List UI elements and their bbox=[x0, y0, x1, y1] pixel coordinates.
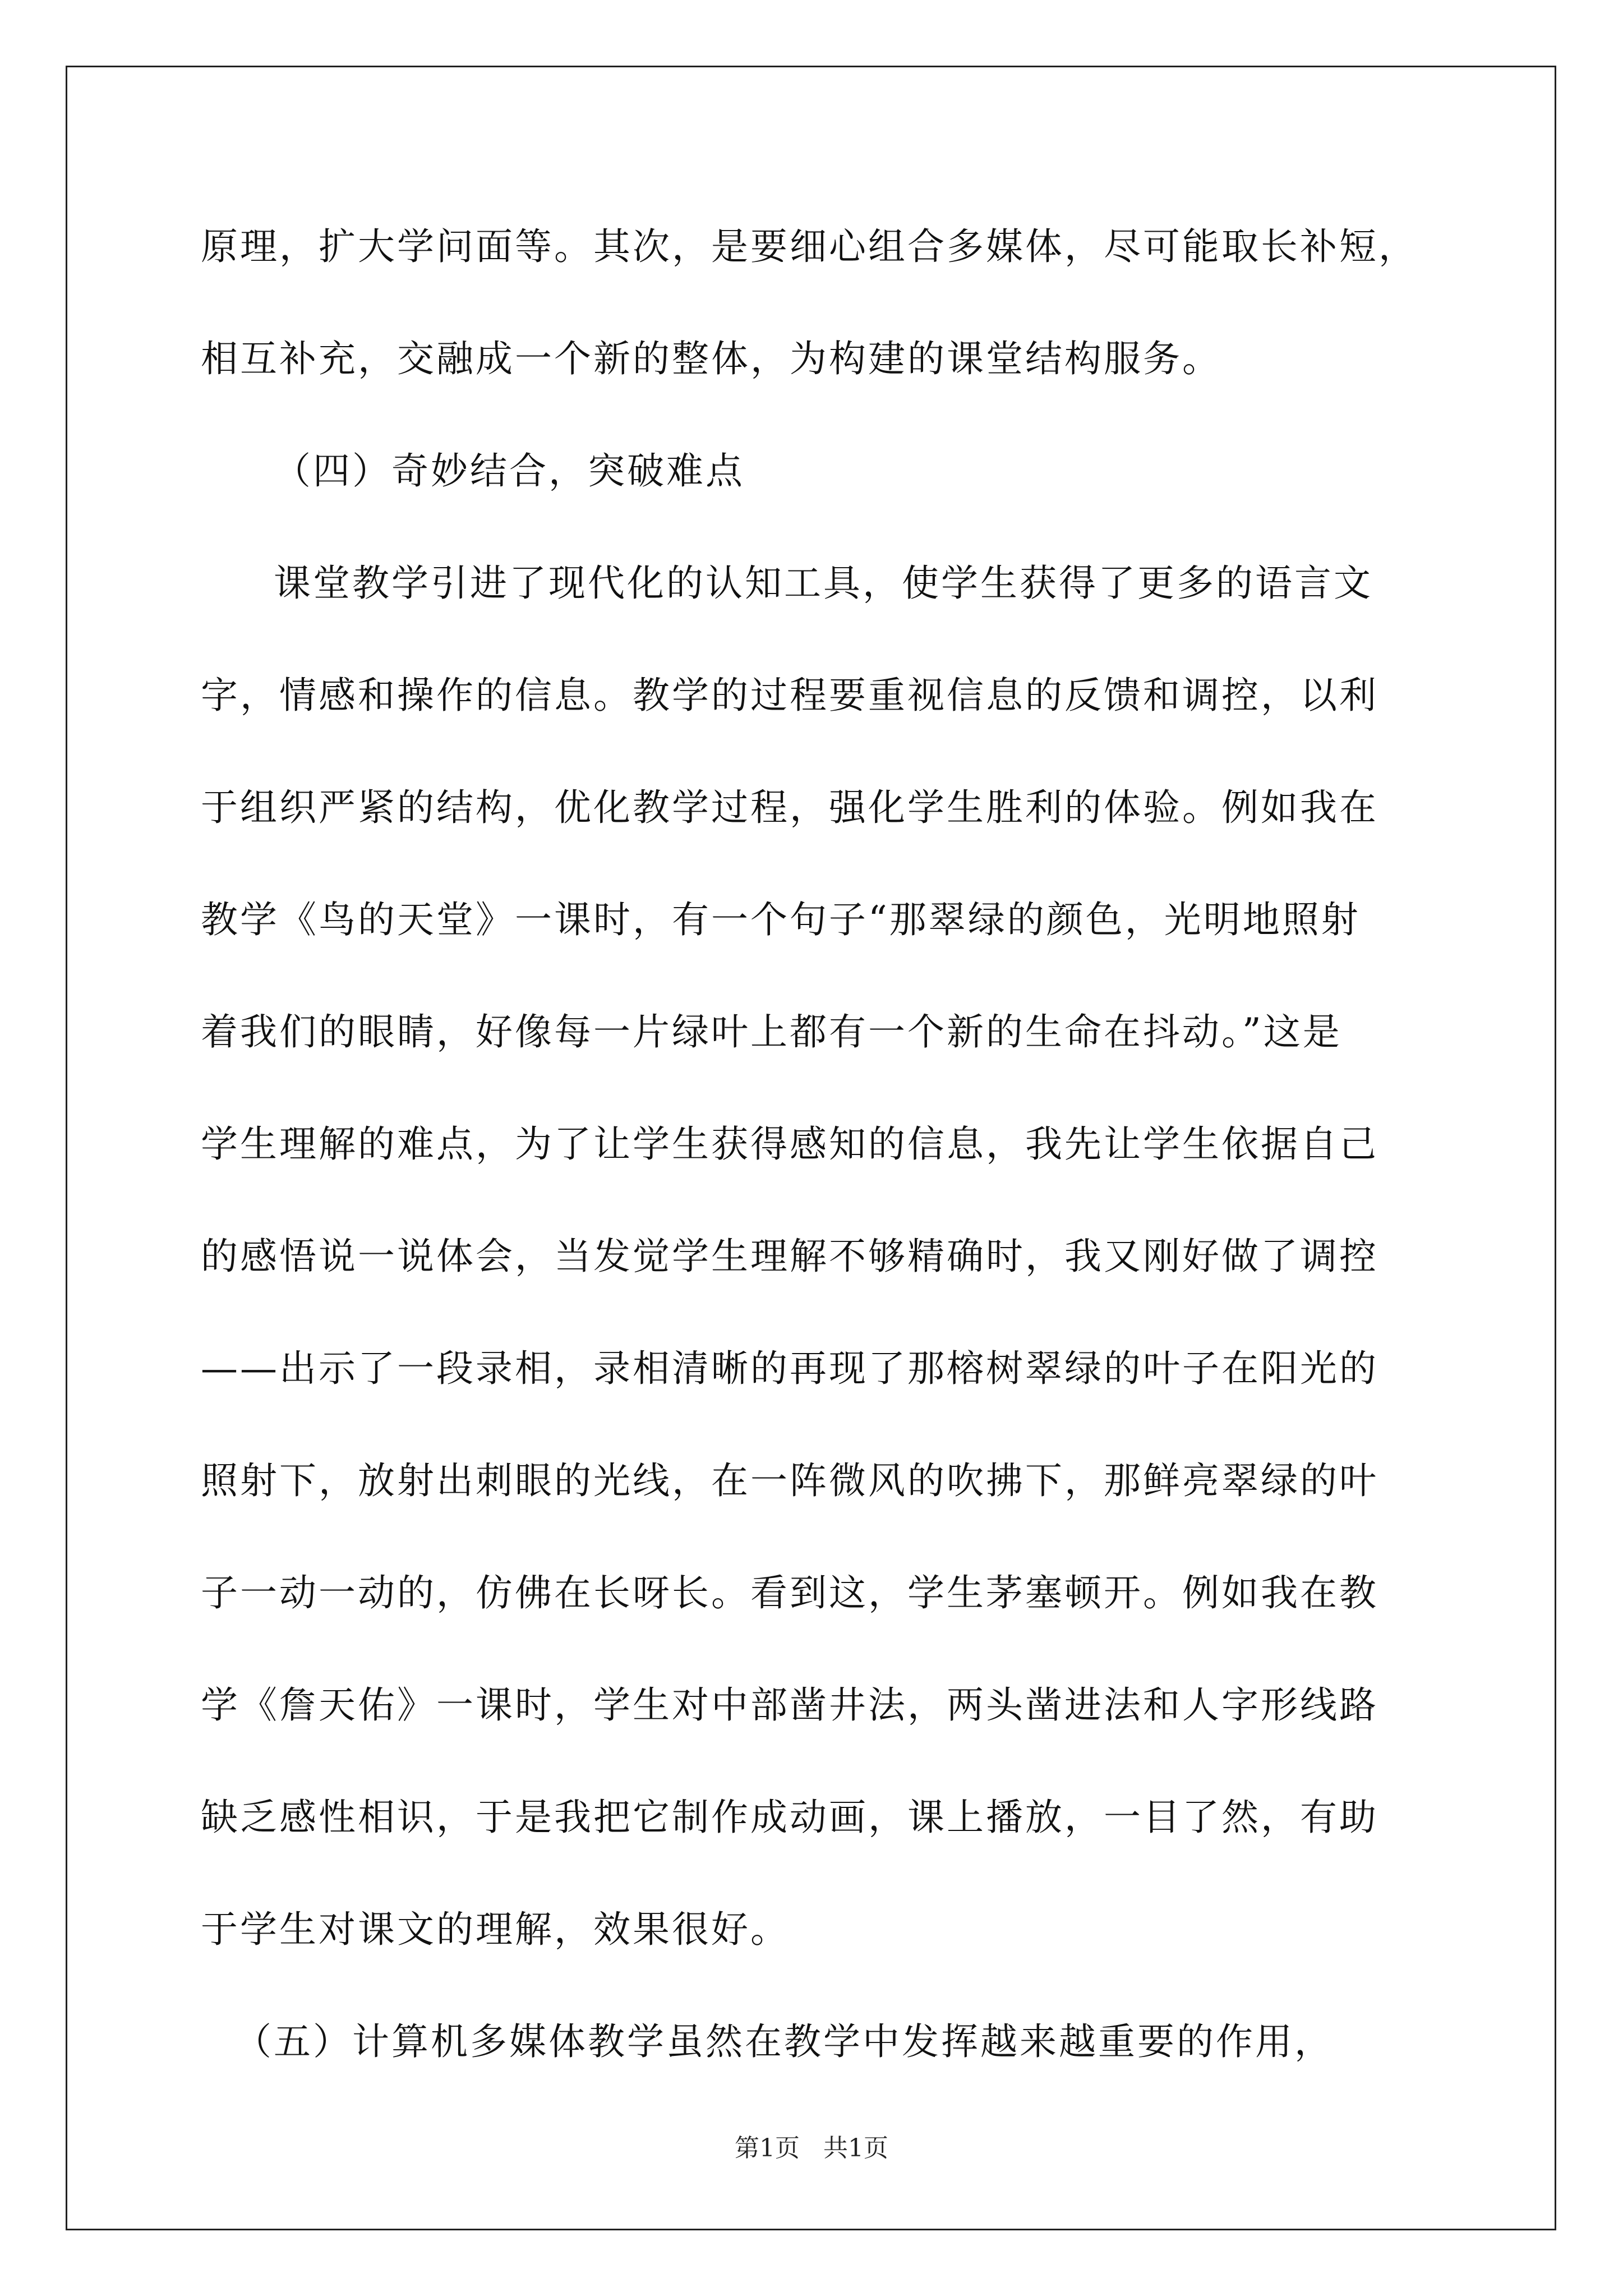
text-line: ——出示了一段录相，录相清晰的再现了那榕树翠绿的叶子在阳光的 bbox=[201, 1347, 1378, 1390]
text-line: 缺乏感性相识，于是我把它制作成动画，课上播放，一目了然，有助 bbox=[201, 1796, 1378, 1839]
text-line: 于学生对课文的理解，效果很好。 bbox=[201, 1908, 790, 1951]
text-line: 学《詹天佑》一课时，学生对中部凿井法，两头凿进法和人字形线路 bbox=[201, 1683, 1378, 1727]
text-line: 课堂教学引进了现代化的认知工具，使学生获得了更多的语言文 bbox=[274, 562, 1373, 605]
text-line: 于组织严紧的结构，优化教学过程，强化学生胜利的体验。例如我在 bbox=[201, 786, 1378, 829]
text-line: 原理，扩大学问面等。其次，是要细心组合多媒体，尽可能取长补短， bbox=[201, 225, 1418, 268]
text-line: 教学《鸟的天堂》一课时，有一个句子“那翠绿的颜色，光明地照射 bbox=[201, 898, 1361, 941]
text-line: 子一动一动的，仿佛在长呀长。看到这，学生茅塞顿开。例如我在教 bbox=[201, 1571, 1378, 1614]
text-line: 照射下，放射出刺眼的光线，在一阵微风的吹拂下，那鲜亮翠绿的叶 bbox=[201, 1459, 1378, 1502]
section-heading: （五）计算机多媒体教学虽然在教学中发挥越来越重要的作用， bbox=[234, 2020, 1334, 2063]
page-number-footer: 第1页 共1页 bbox=[735, 2134, 888, 2162]
text-line: 的感悟说一说体会，当发觉学生理解不够精确时，我又刚好做了调控 bbox=[201, 1235, 1378, 1278]
text-line: 字，情感和操作的信息。教学的过程要重视信息的反馈和调控，以利 bbox=[201, 674, 1378, 717]
text-line: 学生理解的难点，为了让学生获得感知的信息，我先让学生依据自己 bbox=[201, 1122, 1378, 1166]
text-line: 相互补充，交融成一个新的整体，为构建的课堂结构服务。 bbox=[201, 337, 1221, 380]
text-line: 着我们的眼睛，好像每一片绿叶上都有一个新的生命在抖动。”这是 bbox=[201, 1010, 1342, 1053]
section-heading: （四）奇妙结合，突破难点 bbox=[274, 449, 745, 493]
